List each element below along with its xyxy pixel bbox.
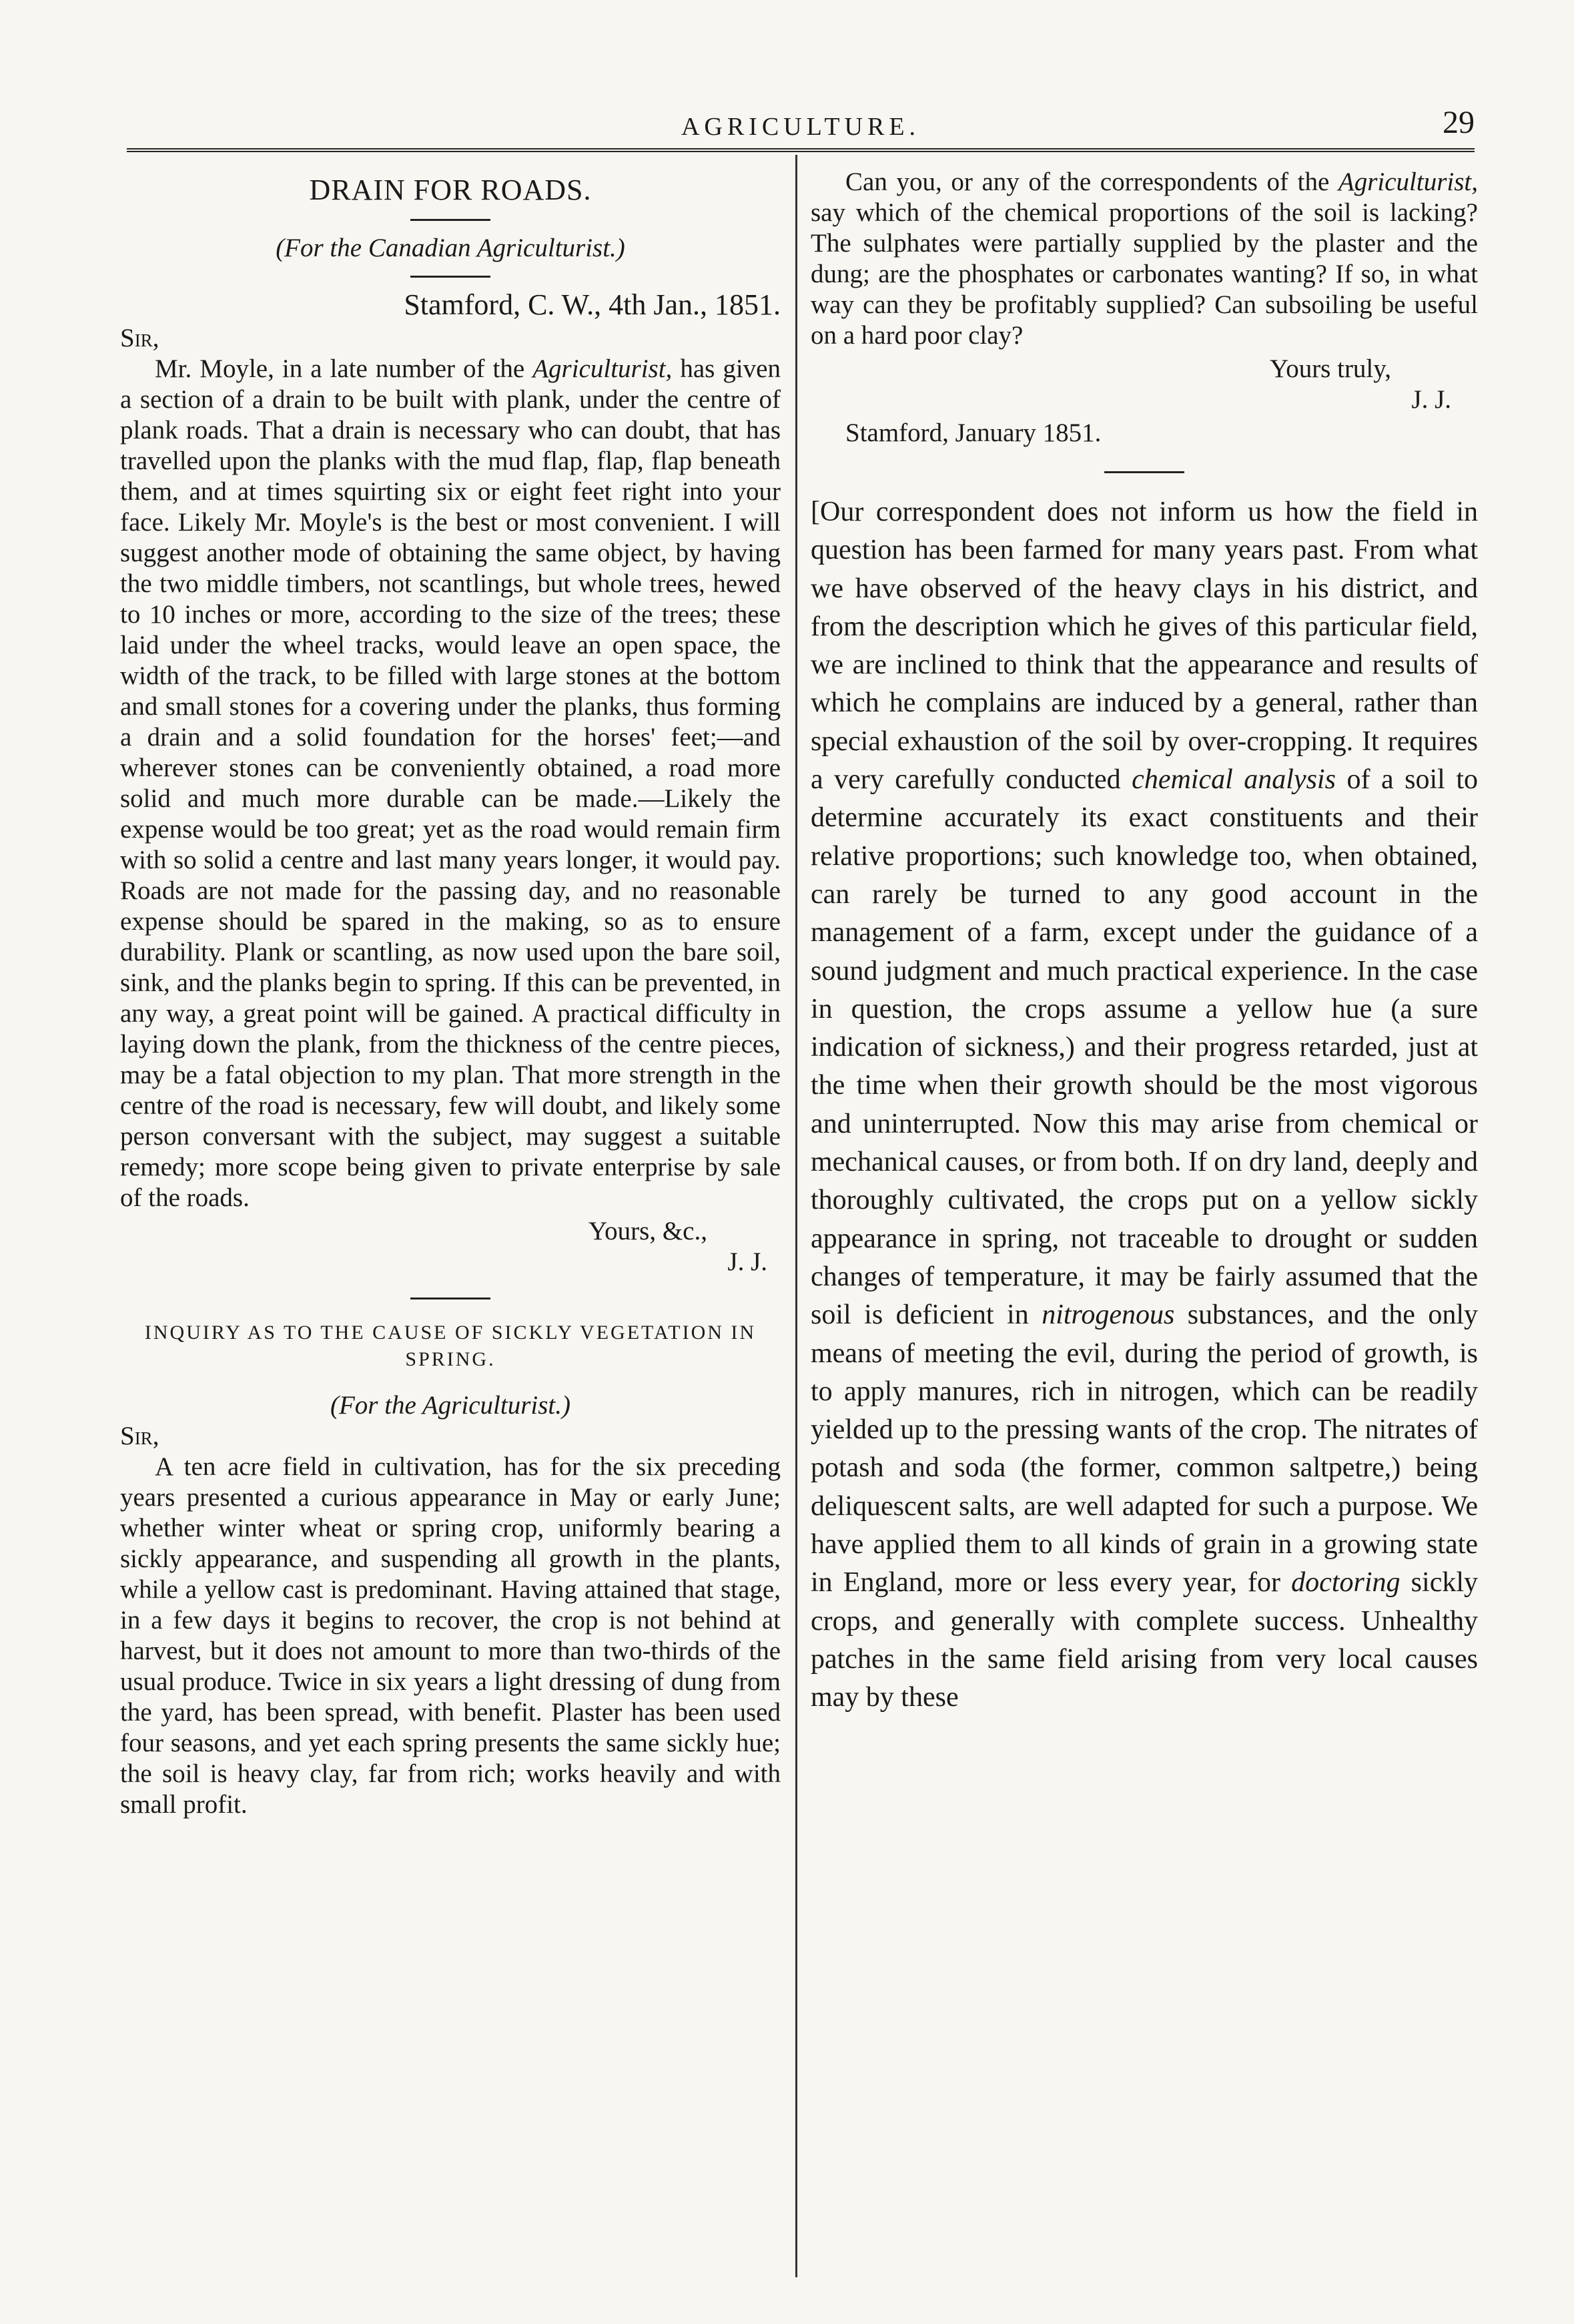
article-body-inquiry-continued — [811, 167, 1478, 351]
left-column — [120, 167, 781, 1820]
body-italic: doctoring — [1291, 1567, 1401, 1599]
divider — [1104, 471, 1184, 473]
body-text: substances, and the only means of meeting the evil, during the period of growth, is to apply manures, rich in nitrogen, which can be readily yielded up to the pressing wants of the crop. The nitrates of potash and soda (the former, common saltpetre,) being deliquescent salts, are well adapted for such a purpose. We have applied them to all kinds of grain in a growing state in England, more or less every year, for — [811, 1299, 1478, 1599]
closing: Yours, &c., — [588, 1217, 707, 1245]
right-column — [811, 167, 1478, 1717]
body-italic: Agriculturist, — [532, 354, 673, 383]
article-source: (For the Agriculturist.) — [330, 1391, 570, 1420]
article-title-inquiry: INQUIRY AS TO THE CAUSE OF SICKLY VEGETATION IN SPRING. — [144, 1322, 757, 1370]
article-body-inquiry: A ten acre field in cultivation, has for the six preceding years presented a curious appearance in May or early June; whether winter wheat or spring crop, uniformly bearing a sickly appearance, and suspending all growth in the plants, while a yellow cast is predominant. Having attained that stage, in a few days it begins to recover, the crop is not behind at harvest, but it does not amount to more than two-thirds of the usual produce. Twice in six years a light dressing of dung from the yard, has been spread, with benefit. Plaster has been used four seasons, and yet each spring presents the same sickly hue; the soil is heavy clay, far from rich; works heavily and with small profit. — [120, 1452, 781, 1819]
column-divider — [795, 155, 797, 2277]
body-italic: nitrogenous — [1042, 1299, 1175, 1331]
article-source: (For the Canadian Agriculturist.) — [276, 234, 625, 262]
body-italic: Agriculturist, — [1338, 168, 1478, 196]
article-body-drain — [120, 354, 781, 1213]
body-italic: chemical analysis — [1132, 764, 1336, 796]
body-text: sickly crops, and generally with complete success. Unhealthy patches in the same field arising from very local causes may by these — [811, 1567, 1479, 1713]
body-text: Can you, or any of the correspondents of the — [845, 168, 1338, 196]
closing: Yours truly, — [1269, 354, 1391, 383]
body-text: say which of the chemical proportions of the soil is lacking? The sulphates were partially supplied by the plaster and the dung; are the phosphates or carbonates wanting? If so, in what way can they be profitably supplied? Can subsoiling be useful on a hard poor clay? — [811, 198, 1478, 350]
running-title: AGRICULTURE. — [681, 113, 921, 141]
page-number: 29 — [1443, 105, 1475, 140]
header-rule — [127, 148, 1475, 152]
salutation: Sir, — [120, 1422, 159, 1450]
body-text: has given a section of a drain to be built with plank, under the centre of plank roads. That a drain is necessary who can doubt, that has travelled upon the planks with the mud flap, flap, flap beneath them, and at times squirting six or eight feet right into your face. Likely Mr. Moyle's is the best or most convenient. I will suggest another mode of obtaining the same object, by having the two middle timbers, not scantlings, but whole trees, hewed to 10 inches or more, according to the size of the trees; these laid under the wheel tracks, would leave an open space, the width of the track, to be filled with large stones at the bottom and small stones for a covering under the planks, thus forming a drain and a solid foundation for the horses' feet;—and wherever stones can be conveniently obtained, a road more solid and much more durable can be made.—Likely the expense would be too great; yet as the road would remain firm with so solid a centre and last many years longer, it would pay. Roads are not made for the passing day, and no reasonable expense should be spared in the making, so as to ensure durability. Plank or scantling, as now used upon the bare soil, sink, and the planks begin to spring. If this can be prevented, in any way, a great point will be gained. A practical difficulty in laying down the plank, from the thickness of the centre pieces, may be a fatal objection to my plan. That more strength in the centre of the road is necessary, few will doubt, and likely some person conversant with the subject, may suggest a suitable remedy; more scope being given to private enterprise by sale of the roads. — [120, 354, 781, 1212]
editor-note — [811, 493, 1478, 1717]
divider — [410, 219, 490, 221]
body-text: [Our correspondent does not inform us how the field in question has been farmed for many years past. From what we have observed of the heavy clays in his district, and from the description which he gives of this particular field, we are inclined to think that the appearance and results of which he complains are induced by a general, rather than special exhaustion of the soil by over-cropping. It requires a very carefully conducted — [811, 497, 1478, 796]
body-text: of a soil to determine accurately its exact constituents and their relative proportions; such knowledge too, when obtained, can rarely be turned to any good account in the management of a farm, except under the guidance of a sound judgment and much practical experience. In the case in question, the crops assume a yellow hue (a sure indication of sickness,) and their progress retarded, just at the time when their growth should be the most vigorous and uninterrupted. Now this may arise from chemical or mechanical causes, or from both. If on dry land, deeply and thoroughly cultivated, the crops put on a yellow sickly appearance in spring, not traceable to drought or sudden changes of temperature, it may be fairly assumed that the soil is deficient in — [811, 764, 1478, 1331]
dateline: Stamford, C. W., 4th Jan., 1851. — [404, 288, 781, 321]
salutation: Sir, — [120, 324, 159, 352]
body-text: Mr. Moyle, in a late number of the — [155, 354, 533, 383]
signature: J. J. — [727, 1247, 767, 1276]
signature: J. J. — [1411, 385, 1451, 414]
divider — [410, 1297, 490, 1299]
page-header — [127, 100, 1475, 140]
divider — [410, 276, 490, 278]
article-title-drain: DRAIN FOR ROADS. — [309, 174, 592, 206]
dateline: Stamford, January 1851. — [845, 418, 1102, 447]
